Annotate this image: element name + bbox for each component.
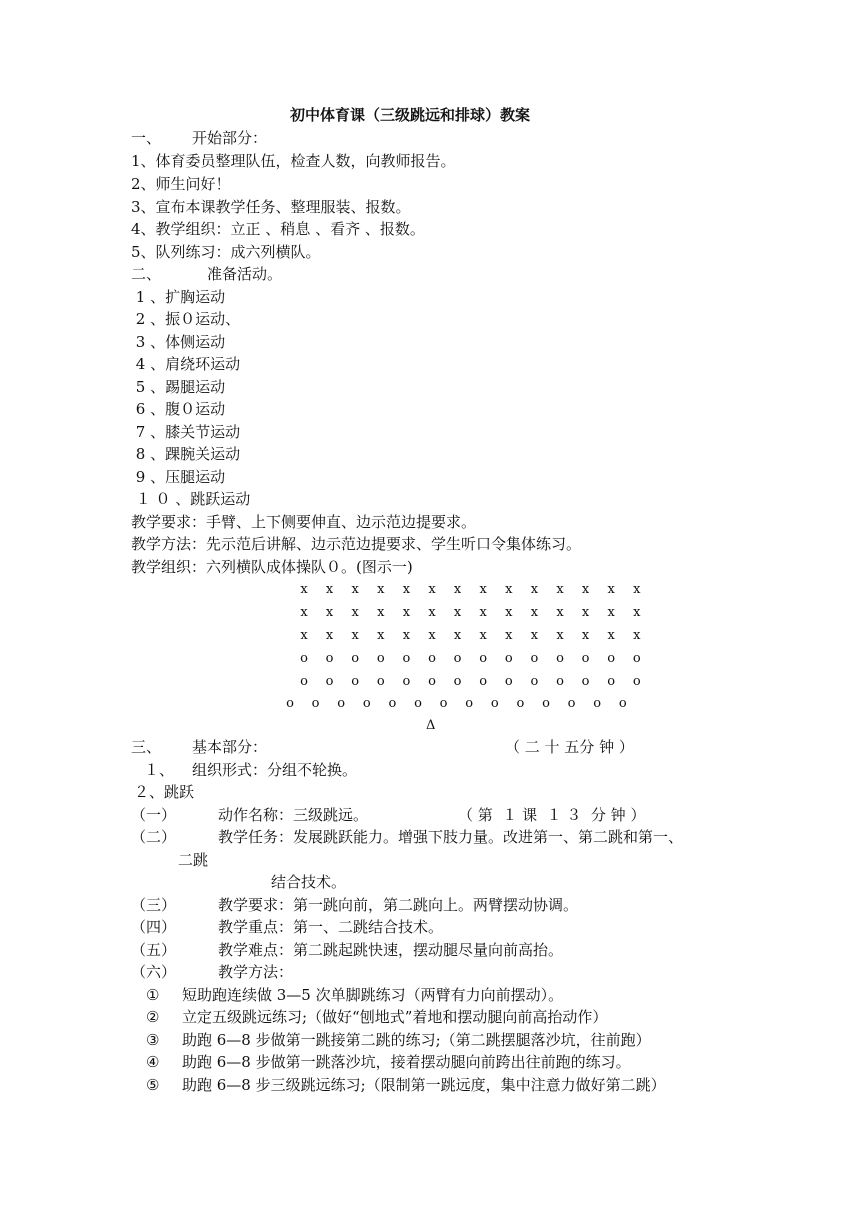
method-text: 助跑 6—8 步做第一跳接第二跳的练习;（第二跳摆腿落沙坑，往前跑） <box>182 1031 651 1049</box>
student-o-mark: o <box>300 651 308 666</box>
student-o-mark: o <box>286 696 294 711</box>
student-o-mark: o <box>556 651 564 666</box>
student-x-mark: x <box>351 628 359 643</box>
subsection-number: （一） <box>131 806 177 824</box>
subsection-number: （五） <box>131 941 177 959</box>
subsection-continuation: 结合技术。 <box>271 873 347 891</box>
method-text: 助跑 6—8 步三级跳远练习;（限制第一跳远度，集中注意力做好第二跳） <box>182 1076 666 1094</box>
student-x-mark: x <box>377 582 385 597</box>
student-x-mark: x <box>325 582 334 597</box>
subsection-number: （四） <box>131 918 177 936</box>
method-number: ① <box>146 986 160 1004</box>
method-text: 立定五级跳远练习;（做好“刨地式”着地和摆动腿向前高抬动作） <box>182 1008 608 1026</box>
student-x-mark: x <box>300 605 308 620</box>
student-o-mark: o <box>428 674 436 689</box>
student-o-mark: o <box>479 651 488 666</box>
student-x-mark: x <box>402 605 411 620</box>
student-o-mark: o <box>351 674 360 689</box>
student-x-mark: x <box>633 628 641 643</box>
section-1-heading: 开始部分： <box>192 129 268 147</box>
student-o-mark: o <box>504 651 513 666</box>
student-x-mark: x <box>453 582 462 597</box>
section-1-item: 2、师生问好！ <box>131 175 231 193</box>
student-o-mark: o <box>618 696 627 711</box>
student-x-mark: x <box>351 605 359 620</box>
student-o-mark: o <box>607 674 616 689</box>
section-1-item: 5、队列练习：成六列横队。 <box>131 243 321 261</box>
warmup-item: 1 、扩胸运动 <box>131 288 226 306</box>
student-x-mark: x <box>351 582 359 597</box>
student-x-mark: x <box>428 605 436 620</box>
student-o-mark: o <box>581 651 590 666</box>
student-x-mark: x <box>325 628 334 643</box>
student-x-mark: x <box>581 582 590 597</box>
section-2-heading: 准备活动。 <box>207 265 283 283</box>
student-x-mark: x <box>530 605 539 620</box>
teaching-organization: 教学组织：六列横队成体操队０。(图示一) <box>131 558 413 576</box>
lesson-time: （ 第 １ 课 １ ３ 分 钟 ） <box>458 806 646 824</box>
student-x-mark: x <box>300 628 308 643</box>
student-o-mark: o <box>388 696 397 711</box>
subsection-text: 教学任务：发展跳跃能力。增强下肢力量。改进第一、第二跳和第一、 <box>218 828 684 846</box>
student-o-mark: o <box>300 674 308 689</box>
student-o-mark: o <box>504 674 513 689</box>
item-2-text: ２、跳跃 <box>134 783 195 801</box>
subsection-text: 动作名称：三级跳远。 <box>218 806 369 824</box>
method-number: ② <box>146 1008 160 1026</box>
student-o-mark: o <box>453 651 462 666</box>
student-o-mark: o <box>542 696 550 711</box>
teaching-method: 教学方法：先示范后讲解、边示范边提要求、学生听口令集体练习。 <box>131 535 582 553</box>
student-o-mark: o <box>402 674 411 689</box>
student-x-mark: x <box>556 628 564 643</box>
page-title: 初中体育课（三级跳远和排球）教案 <box>290 106 531 124</box>
student-x-mark: x <box>556 582 564 597</box>
student-o-mark: o <box>530 674 539 689</box>
student-x-mark: x <box>633 605 641 620</box>
student-o-mark: o <box>581 674 590 689</box>
item-1-number: １、 <box>144 761 175 779</box>
student-o-mark: o <box>490 696 499 711</box>
student-o-mark: o <box>479 674 488 689</box>
section-1-item: 3、宣布本课教学任务、整理服装、报数。 <box>131 198 411 216</box>
warmup-item: 8 、踝腕关运动 <box>131 445 241 463</box>
student-x-mark: x <box>633 582 641 597</box>
student-x-mark: x <box>581 605 590 620</box>
student-o-mark: o <box>465 696 474 711</box>
warmup-item: 3 、体侧运动 <box>131 333 226 351</box>
student-x-mark: x <box>325 605 334 620</box>
student-o-mark: o <box>376 651 385 666</box>
subsection-number: （三） <box>131 896 177 914</box>
student-o-mark: o <box>325 651 334 666</box>
subsection-text: 教学难点：第二跳起跳快速，摆动腿尽量向前高抬。 <box>218 941 564 959</box>
subsection-text: 教学重点：第一、二跳结合技术。 <box>218 918 444 936</box>
student-x-mark: x <box>479 582 487 597</box>
student-x-mark: x <box>505 628 513 643</box>
subsection-text: 教学方法： <box>218 963 294 981</box>
student-x-mark: x <box>505 605 513 620</box>
subsection-number: （二） <box>131 828 177 846</box>
student-o-mark: o <box>325 674 334 689</box>
student-o-mark: o <box>402 651 411 666</box>
student-o-mark: o <box>414 696 422 711</box>
student-x-mark: x <box>581 628 590 643</box>
section-3-number: 三、 <box>131 738 162 756</box>
student-x-mark: x <box>479 605 487 620</box>
warmup-item: １ ０ 、跳跃运动 <box>131 490 251 508</box>
item-1-text: 组织形式：分组不轮换。 <box>192 761 358 779</box>
section-1-item: 4、教学组织：立正 、稍息 、看齐 、报数。 <box>131 220 425 238</box>
student-o-mark: o <box>632 674 641 689</box>
student-o-mark: o <box>428 651 436 666</box>
student-x-mark: x <box>402 628 411 643</box>
teacher-mark: Δ <box>426 718 436 733</box>
student-x-mark: x <box>453 628 462 643</box>
student-o-mark: o <box>593 696 602 711</box>
student-x-mark: x <box>428 582 436 597</box>
student-o-mark: o <box>607 651 616 666</box>
student-x-mark: x <box>377 628 385 643</box>
student-x-mark: x <box>607 628 615 643</box>
student-o-mark: o <box>311 696 320 711</box>
method-number: ⑤ <box>146 1076 160 1094</box>
student-o-mark: o <box>376 674 385 689</box>
subsection-continuation: 二跳 <box>178 851 209 869</box>
student-x-mark: x <box>453 605 462 620</box>
subsection-number: （六） <box>131 963 177 981</box>
student-x-mark: x <box>479 628 487 643</box>
method-number: ④ <box>146 1053 160 1071</box>
student-x-mark: x <box>377 605 385 620</box>
student-x-mark: x <box>428 628 436 643</box>
student-o-mark: o <box>632 651 641 666</box>
section-3-time: （ 二 十 五分 钟 ） <box>505 738 634 756</box>
student-o-mark: o <box>567 696 576 711</box>
section-1-number: 一、 <box>131 129 162 147</box>
student-x-mark: x <box>300 582 308 597</box>
student-x-mark: x <box>402 582 411 597</box>
method-text: 短助跑连续做 3—5 次单脚跳练习（两臂有力向前摆动）。 <box>182 986 564 1004</box>
method-text: 助跑 6—8 步做第一跳落沙坑，接着摆动腿向前跨出往前跑的练习。 <box>182 1053 631 1071</box>
warmup-item: 7 、膝关节运动 <box>131 423 241 441</box>
subsection-text: 教学要求：第一跳向前，第二跳向上。两臂摆动协调。 <box>218 896 579 914</box>
teaching-requirements: 教学要求：手臂、上下侧要伸直、边示范边提要求。 <box>131 513 477 531</box>
student-o-mark: o <box>362 696 371 711</box>
section-2-number: 二、 <box>131 265 162 283</box>
student-x-mark: x <box>530 628 539 643</box>
student-x-mark: x <box>505 582 513 597</box>
section-3-heading: 基本部分： <box>192 738 268 756</box>
student-x-mark: x <box>530 582 539 597</box>
student-o-mark: o <box>453 674 462 689</box>
student-x-mark: x <box>607 582 615 597</box>
warmup-item: 6 、腹０运动 <box>131 400 226 418</box>
student-o-mark: o <box>439 696 448 711</box>
student-o-mark: o <box>556 674 564 689</box>
warmup-item: 2 、振０运动、 <box>131 310 241 328</box>
student-x-mark: x <box>556 605 564 620</box>
student-o-mark: o <box>530 651 539 666</box>
warmup-item: 9 、压腿运动 <box>131 468 226 486</box>
student-o-mark: o <box>351 651 360 666</box>
student-o-mark: o <box>516 696 525 711</box>
warmup-item: 5 、踢腿运动 <box>131 378 226 396</box>
student-o-mark: o <box>337 696 346 711</box>
student-x-mark: x <box>607 605 615 620</box>
section-1-item: 1、体育委员整理队伍，检查人数，向教师报告。 <box>131 152 456 170</box>
warmup-item: 4 、肩绕环运动 <box>131 355 241 373</box>
method-number: ③ <box>146 1031 160 1049</box>
